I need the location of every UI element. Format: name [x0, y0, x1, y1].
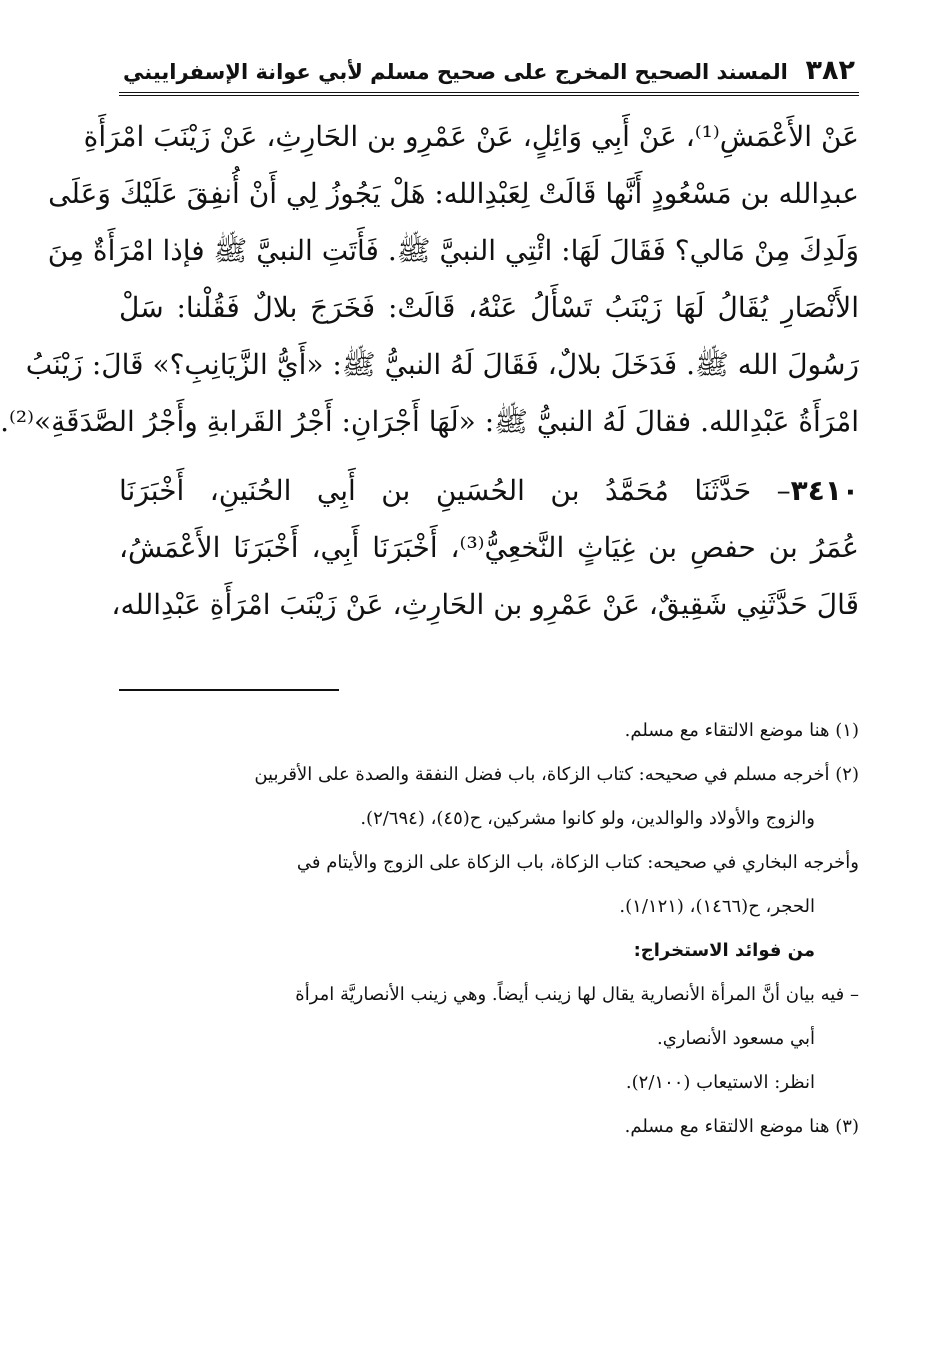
paragraph-1	[0, 108, 859, 450]
text-line: رَسُولَ الله ﷺ. فَدَخَلَ بلالٌ، فَقَالَ لَهُ النبيُّ ﷺ: «أَيُّ الزَّيَانِبِ؟» قَالَ: زَيْنَبُ	[25, 348, 859, 381]
running-header	[119, 55, 859, 96]
book-page	[0, 55, 860, 1149]
footnote-line: (٢) أخرجه مسلم في صحيحه: كتاب الزكاة، باب فضل النفقة والصدة على الأقربين	[254, 764, 859, 785]
text-line: عبدِالله بن مَسْعُودٍ أَنَّها قَالَتْ لِعَبْدِالله: هَلْ يَجُوزُ لِي أَنْ أُنفِقَ عَلَيْكَ وَعَلَى	[48, 177, 859, 210]
text-line: امْرَأَةُ عَبْدِالله. فقالَ لَهُ النبيُّ ﷺ: «لَهَا أَجْرَانِ: أَجْرُ القَرابةِ وأَجْرُ الصَّدَقَةِ»⁽²⁾.	[0, 405, 859, 438]
footnote-heading: من فوائد الاستخراج:	[633, 940, 815, 961]
page-number: ٣٨٢	[805, 55, 855, 86]
hadith-number: ٣٤١٠	[790, 474, 859, 507]
footnote-line: انظر: الاستيعاب (٢/١٠٠).	[625, 1072, 815, 1093]
main-text	[0, 108, 860, 633]
footnote-line: الحجر، ح(١٤٦٦)، (١/١٢١).	[619, 896, 815, 917]
footnote-line: أبي مسعود الأنصاري.	[656, 1028, 815, 1049]
footnote-separator	[119, 689, 339, 691]
paragraph-2	[111, 462, 860, 633]
footnote-line: والزوج والأولاد والوالدين، ولو كانوا مشركين، ح(٤٥)، (٢/٦٩٤).	[360, 808, 815, 829]
text-line: عُمَرُ بن حفصِ بن غِيَاثٍ النَّخعِيُّ⁽³⁾، أَخْبَرَنَا أَبِي، أَخْبَرَنَا الأَعْمَشُ،	[119, 531, 860, 564]
footnote-line: (٣) هنا موضع الالتقاء مع مسلم.	[624, 1116, 859, 1137]
paragraph-gap	[119, 450, 859, 462]
text-line: الأَنْصَارِ يُقَالُ لَهَا زَيْنَبُ تَسْأَلُ عَنْهُ، قَالَتْ: فَخَرَجَ بلالٌ فَقُلْنا: سَلْ	[119, 291, 859, 324]
text-line: وَلَدِكَ مِنْ مَالي؟ فَقَالَ لَهَا: ائْتِي النبيَّ ﷺ. فَأَتَتِ النبيَّ ﷺ فإذا امْرَأَةٌ مِنَ	[47, 234, 859, 267]
text-line	[119, 462, 859, 519]
text-line: قَالَ حَدَّثَنِي شَقِيقٌ، عَنْ عَمْرِو بن الحَارِثِ، عَنْ زَيْنَبَ امْرَأَةِ عَبْدِالله،	[111, 588, 859, 621]
footnotes	[119, 709, 859, 1149]
hadith-opening: – حَدَّثَنَا مُحَمَّدُ بن الحُسَينِ بن أَبِي الحُنَينِ، أَخْبَرَنَا	[119, 474, 791, 507]
text-line: عَنْ الأَعْمَشِ⁽¹⁾، عَنْ أَبِي وَائِلٍ، عَنْ عَمْرِو بن الحَارِثِ، عَنْ زَيْنَبَ امْرَأَةِ	[83, 120, 859, 153]
running-title: المسند الصحيح المخرج على صحيح مسلم لأبي عوانة الإسفراييني	[123, 60, 788, 84]
footnote-line: – فيه بيان أنَّ المرأة الأنصارية يقال لها زينب أيضاً. وهي زينب الأنصاريَّة امرأة	[295, 984, 859, 1005]
footnote-line: (١) هنا موضع الالتقاء مع مسلم.	[624, 720, 859, 741]
footnote-line: وأخرجه البخاري في صحيحه: كتاب الزكاة، باب الزكاة على الزوج والأيتام في	[296, 852, 859, 873]
